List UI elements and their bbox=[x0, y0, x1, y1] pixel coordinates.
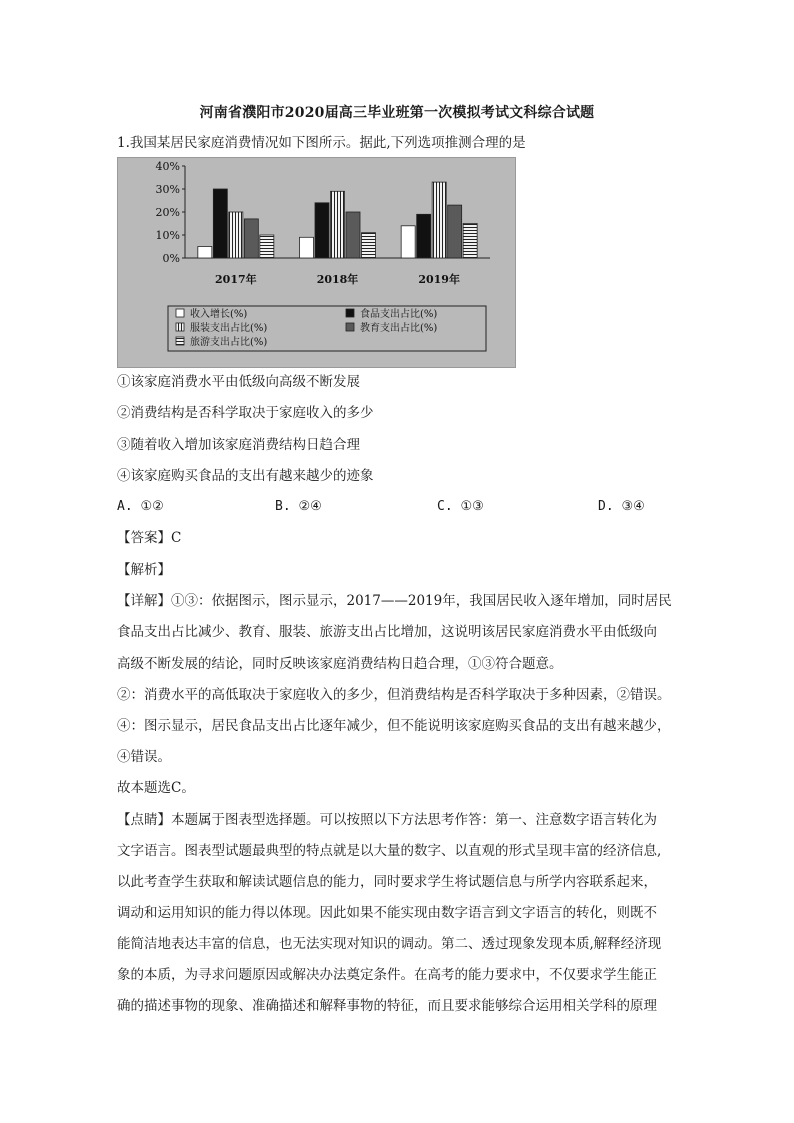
x-tick-label: 2018年 bbox=[316, 273, 359, 286]
y-tick-label: 0% bbox=[162, 252, 180, 265]
option-b: B. ②④ bbox=[275, 499, 322, 514]
legend-swatch bbox=[176, 309, 184, 317]
statement-4: ④该家庭购买食品的支出有越来越少的迹象 bbox=[117, 468, 374, 484]
tip-line: 确的描述事物的现象、准确描述和解释事物的特征，而且要求能够综合运用相关学科的原理 bbox=[117, 998, 657, 1014]
x-tick-label: 2019年 bbox=[418, 273, 460, 286]
option-c: C. ①③ bbox=[437, 499, 484, 514]
y-tick-label: 30% bbox=[155, 183, 180, 196]
bar bbox=[432, 182, 446, 258]
answer-line: 【答案】C bbox=[117, 530, 182, 546]
option-a: A. ①② bbox=[117, 499, 164, 514]
legend-swatch bbox=[176, 323, 184, 331]
bar bbox=[362, 233, 376, 258]
legend-swatch bbox=[176, 337, 184, 345]
tip-line: 象的本质，为寻求问题原因或解决办法奠定条件。在高考的能力要求中，不仅要求学生能正 bbox=[117, 967, 657, 983]
legend-label: 教育支出占比(%) bbox=[360, 323, 438, 334]
detail-line: ②：消费水平的高低取决于家庭收入的多少，但消费结构是否科学取决于多种因素，②错误。 bbox=[117, 687, 671, 703]
detail-line: ④错误。 bbox=[117, 749, 171, 765]
detail-line: 食品支出占比减少、教育、服装、旅游支出占比增加，这说明该居民家庭消费水平由低级向 bbox=[117, 624, 657, 640]
tip-line: 能简洁地表达丰富的信息，也无法实现对知识的调动。第二、透过现象发现本质,解释经济现 bbox=[117, 936, 662, 952]
x-tick-label: 2017年 bbox=[215, 273, 257, 286]
y-tick-label: 10% bbox=[155, 229, 180, 242]
tip-line: 【点睛】本题属于图表型选择题。可以按照以下方法思考作答：第一、注意数字语言转化为 bbox=[117, 812, 657, 828]
statement-3: ③随着收入增加该家庭消费结构日趋合理 bbox=[117, 437, 360, 453]
legend-label: 食品支出占比(%) bbox=[360, 309, 438, 320]
document-title: 河南省濮阳市2020届高三毕业班第一次模拟考试文科综合试题 bbox=[199, 105, 595, 121]
statement-1: ①该家庭消费水平由低级向高级不断发展 bbox=[117, 374, 360, 390]
detail-line: 【详解】①③：依据图示，图示显示，2017——2019年，我国居民收入逐年增加，同时居民 bbox=[117, 593, 672, 609]
tip-line: 调动和运用知识的能力得以体现。因此如果不能实现由数字语言到文字语言的转化，则既不 bbox=[117, 905, 657, 921]
bar bbox=[417, 214, 431, 258]
statement-2: ②消费结构是否科学取决于家庭收入的多少 bbox=[117, 405, 374, 421]
bar bbox=[213, 189, 227, 258]
y-tick-label: 20% bbox=[155, 206, 180, 219]
bar bbox=[331, 191, 345, 258]
y-tick-label: 40% bbox=[155, 160, 180, 173]
chart-svg bbox=[118, 158, 515, 367]
consumption-chart bbox=[117, 157, 516, 368]
bar bbox=[229, 212, 243, 258]
bar bbox=[260, 235, 274, 258]
bar bbox=[198, 247, 212, 259]
bar bbox=[463, 224, 477, 259]
question-text: 1.我国某居民家庭消费情况如下图所示。据此,下列选项推测合理的是 bbox=[117, 135, 526, 151]
analysis-heading: 【解析】 bbox=[117, 562, 171, 578]
legend-label: 服装支出占比(%) bbox=[190, 323, 268, 334]
tip-line: 以此考查学生获取和解读试题信息的能力，同时要求学生将试题信息与所学内容联系起来， bbox=[117, 874, 657, 890]
legend-label: 旅游支出占比(%) bbox=[190, 337, 268, 348]
detail-line: 故本题选C。 bbox=[117, 780, 195, 796]
bar bbox=[401, 226, 415, 258]
bar bbox=[244, 219, 258, 258]
bar bbox=[448, 205, 462, 258]
legend-swatch bbox=[346, 323, 354, 331]
legend-swatch bbox=[346, 309, 354, 317]
detail-line: ④：图示显示，居民食品支出占比逐年减少，但不能说明该家庭购买食品的支出有越来越少， bbox=[117, 718, 671, 734]
bar bbox=[346, 212, 360, 258]
bar bbox=[315, 203, 329, 258]
legend-label: 收入增长(%) bbox=[190, 309, 248, 320]
bar bbox=[300, 237, 314, 258]
tip-line: 文字语言。图表型试题最典型的特点就是以大量的数字、以直观的形式呈现丰富的经济信息, bbox=[117, 843, 662, 859]
detail-line: 高级不断发展的结论，同时反映该家庭消费结构日趋合理，①③符合题意。 bbox=[117, 656, 563, 672]
option-d: D. ③④ bbox=[598, 499, 645, 514]
